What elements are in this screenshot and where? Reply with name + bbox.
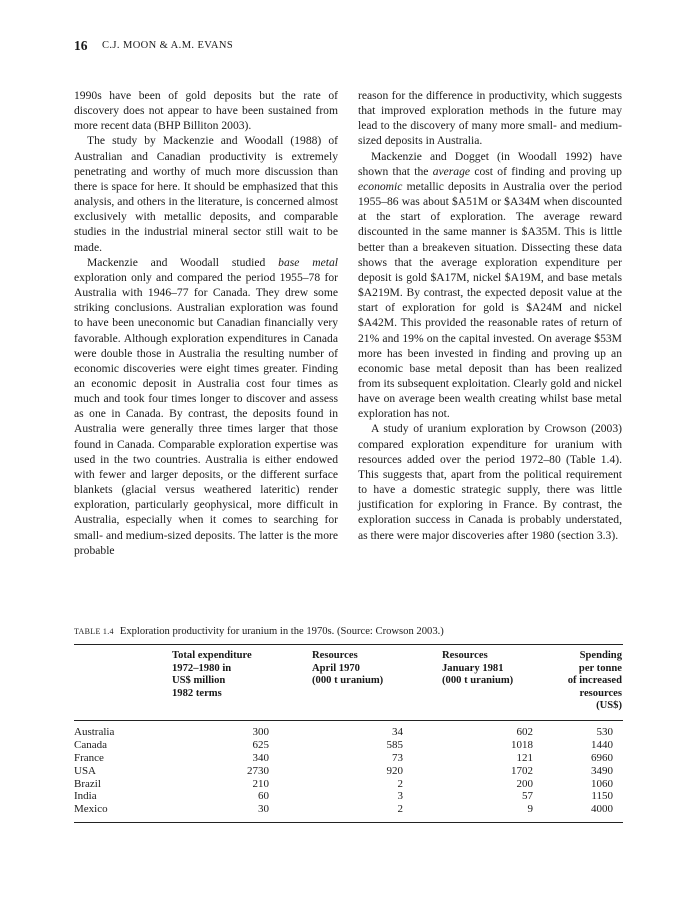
cell-april: 73 (392, 751, 403, 764)
cell-country: USA (74, 764, 97, 777)
cell-country: France (74, 751, 104, 764)
cell-country: Australia (74, 726, 115, 738)
table-body (74, 726, 623, 816)
emphasis: average (432, 164, 471, 178)
cell-january: 57 (522, 790, 533, 803)
header-line: Resources (312, 650, 358, 661)
paragraph: A study of uranium exploration by Crowson (2003) compared exploration expenditure for uranium with resources added over the period 1972–80 (Table 1.4). This suggests that, apart from the political requirement to have a domestic strategic supply, there was little justification for exploring in France. By contrast, the exploration success in Canada is probably understated, as there were major discoveries after 1980 (section 3.3). (358, 422, 622, 542)
cell-spending: 530 (596, 726, 613, 738)
cell-april: 920 (386, 764, 403, 777)
cell-total: 30 (258, 803, 269, 816)
text-run: Mackenzie and Dogget (in Woodall 1992) have shown that the (358, 149, 622, 178)
page-header (74, 38, 622, 56)
header-line: Total expenditure (172, 650, 252, 661)
cell-april: 2 (397, 777, 403, 790)
cell-spending: 1060 (591, 777, 613, 790)
cell-total: 60 (258, 790, 269, 803)
cell-spending: 4000 (591, 803, 613, 816)
left-column (74, 88, 338, 558)
text-run: metallic deposits in Australia over the period 1955–86 was about $A51M or $A34M when discounted at the start of exploration. The average reward discounted in the same manner is $A35M. This is little better than a breakeven situation. Dissecting these data shows that the average exploration expenditure per deposit is gold $A17M, nickel $A19M, and base metals $A219M. By contrast, the expected deposit value at the start of exploration for gold is $A24M and nickel $A42M. This provided the reasonable rates of return of 21% and 19% on the capital invested. On average $53M more has been invested in finding and proving up an economic base metal deposit than has been realized from its subsequent exploitation. Clearly gold and nickel have on average been wealth creating whilst base metal exploration has not. (358, 179, 622, 421)
table-row (74, 726, 623, 739)
cell-january: 9 (527, 803, 533, 816)
header-line: (000 t uranium) (442, 675, 514, 687)
table-header-rule (74, 720, 623, 721)
table-row (74, 765, 623, 778)
header-line: per tonne (578, 662, 622, 674)
header-line: (000 t uranium) (312, 675, 384, 687)
cell-spending: 3490 (591, 764, 613, 777)
header-line: (US$) (596, 700, 622, 712)
table-caption (74, 626, 622, 637)
text-run: cost of finding and proving up (470, 164, 622, 178)
text-run: Mackenzie and Woodall studied (87, 255, 279, 269)
cell-spending: 1440 (591, 738, 613, 751)
header-resources-april (312, 650, 422, 688)
cell-spending: 1150 (591, 790, 613, 803)
cell-january: 200 (516, 777, 533, 790)
header-line: April 1970 (312, 662, 360, 674)
table-top-rule (74, 644, 623, 645)
paragraph (358, 149, 622, 422)
text-run: exploration only and compared the period 1955–78 for Australia with 1946–77 for Canada. They drew some striking conclusions. Australian exploration was found to have been uneconomic but Canadian financially very favorable. Although exploration expenditures in Canada were double those in Australia the resulting number of economic discoveries were eight times greater. Finding an economic deposit in Australia cost four times as much and took four times longer to discover and assess as one in Canada. By contrast, the deposits found in Australia were generally three times larger that those found in Canada. Comparable exploration expertise was used in the two countries. Australia is either endowed with fewer and larger deposits, or the different surface blankets (glacial versus weathered lateritic) render exploration, particularly geophysical, more difficult in Australia, especially when it comes to searching for small- and medium-sized deposits. The latter is the more probable (74, 270, 338, 557)
cell-april: 3 (397, 790, 403, 803)
table-bottom-rule (74, 822, 623, 823)
cell-april: 585 (386, 738, 403, 751)
cell-total: 2730 (247, 764, 269, 777)
paragraph: The study by Mackenzie and Woodall (1988) of Australian and Canadian productivity is extremely penetrating and worthy of much more discussion than there is space for here. It should be emphasized that this analysis, and others in the literature, is concerned almost exclusively with metallic deposits, and comparable studies in the industrial mineral sector still wait to be made. (74, 134, 338, 254)
emphasis: economic (358, 179, 403, 193)
emphasis: base metal (278, 255, 338, 269)
right-column (358, 88, 622, 543)
cell-total: 625 (252, 738, 269, 751)
cell-country: Canada (74, 738, 107, 751)
cell-total: 300 (252, 726, 269, 738)
header-line: Resources (442, 650, 488, 661)
header-line: Spending (579, 650, 622, 661)
cell-january: 1018 (511, 738, 533, 751)
running-head: C.J. MOON & A.M. EVANS (102, 39, 234, 51)
cell-april: 2 (397, 803, 403, 816)
cell-january: 121 (516, 751, 533, 764)
header-line: 1982 terms (172, 687, 222, 699)
table-row (74, 803, 623, 816)
header-line: US$ million (172, 675, 226, 687)
cell-country: Brazil (74, 777, 101, 790)
header-total-expenditure (172, 650, 292, 700)
paragraph: 1990s have been of gold deposits but the rate of discovery does not appear to have been sustained from more recent data (BHP Billiton 2003). (74, 89, 338, 133)
table-row (74, 790, 623, 803)
cell-spending: 6960 (591, 751, 613, 764)
header-resources-january (442, 650, 552, 688)
header-line: of increased (567, 675, 622, 687)
cell-january: 602 (516, 726, 533, 738)
cell-total: 340 (252, 751, 269, 764)
header-line: January 1981 (442, 662, 504, 674)
header-line: resources (579, 687, 622, 699)
paragraph (74, 255, 338, 558)
cell-country: India (74, 790, 97, 803)
header-spending (560, 650, 622, 713)
cell-total: 210 (252, 777, 269, 790)
table-row (74, 778, 623, 791)
table-label: TABLE 1.4 (74, 627, 114, 636)
page-number: 16 (74, 38, 88, 53)
table-row (74, 752, 623, 765)
table-row (74, 739, 623, 752)
cell-january: 1702 (511, 764, 533, 777)
header-line: 1972–1980 in (172, 662, 232, 674)
paragraph: reason for the difference in productivity, which suggests that improved exploration methods in the future may lead to the discovery of many more small- and medium-sized deposits in Australia. (358, 89, 622, 148)
cell-april: 34 (392, 726, 403, 738)
table-caption-text: Exploration productivity for uranium in the 1970s. (Source: Crowson 2003.) (119, 626, 444, 637)
cell-country: Mexico (74, 803, 108, 816)
